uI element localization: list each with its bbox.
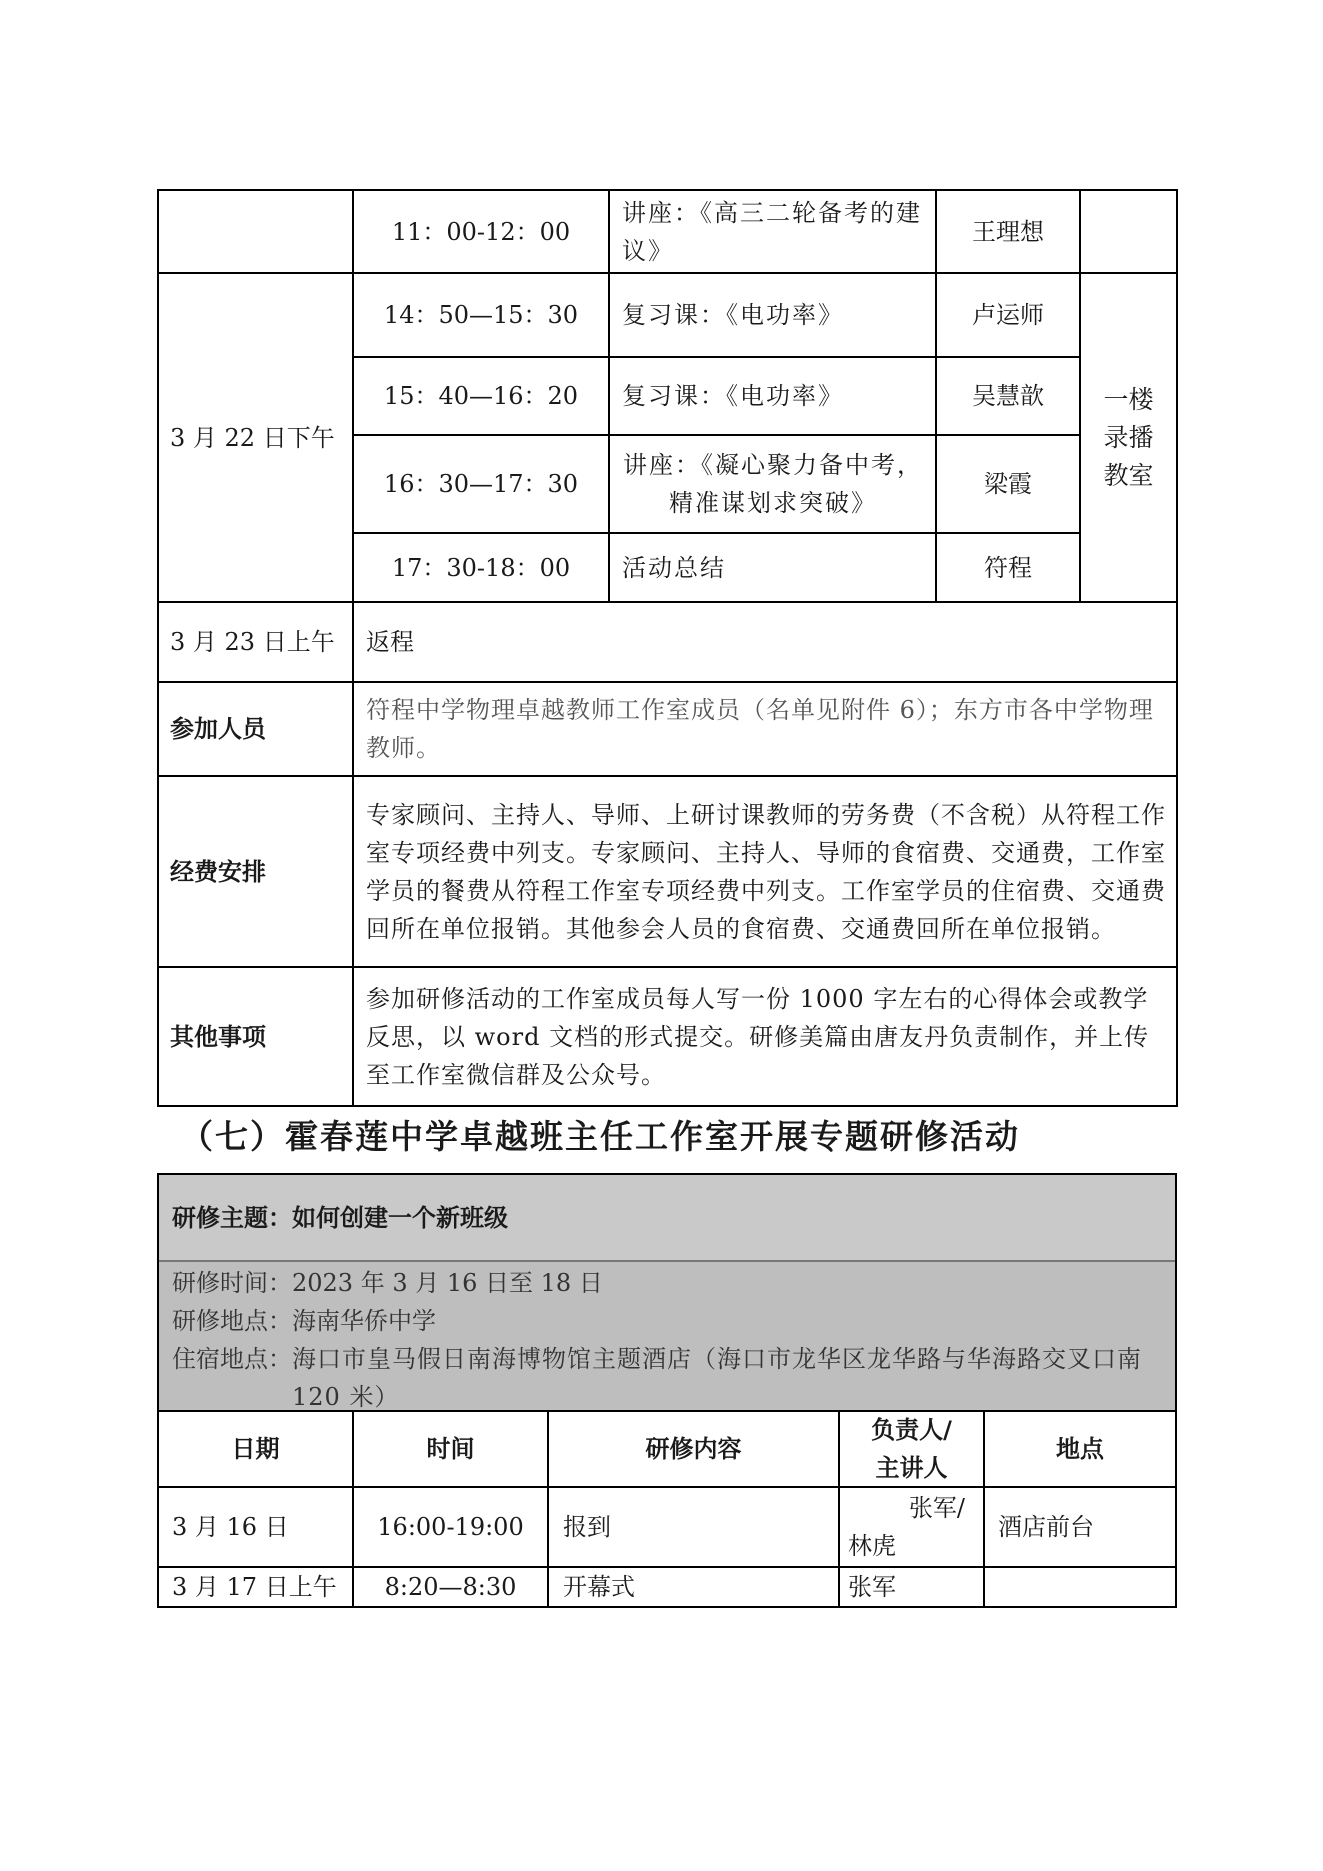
participants-text: 符程中学物理卓越教师工作室成员（名单见附件 6）；东方市各中学物理教师。	[366, 696, 1154, 762]
info-block	[172, 1264, 1172, 1416]
person-text: 吴慧歆	[972, 382, 1044, 410]
time-text: 14：50—15：30	[383, 301, 579, 329]
time-text: 11：00-12：00	[391, 217, 571, 246]
person-cell	[937, 191, 1079, 272]
theme-text: 研修主题：如何创建一个新班级	[172, 1203, 508, 1232]
other-text: 参加研修活动的工作室成员每人写一份 1000 字左右的心得体会或教学反思，以 word 文档的形式提交。研修美篇由唐友丹负责制作，并上传至工作室微信群及公众号。	[366, 984, 1150, 1089]
date-text: 3 月 23 日上午	[170, 628, 335, 656]
info-place: 研修地点：海南华侨中学	[172, 1307, 436, 1335]
header-person-line1: 负责人/	[871, 1416, 952, 1444]
funding-cell	[366, 777, 1168, 966]
header-time-text: 时间	[426, 1435, 475, 1463]
header-person-line2: 主讲人	[875, 1454, 948, 1482]
funding-text: 专家顾问、主持人、导师、上研讨课教师的劳务费（不含税）从符程工作室专项经费中列支。专家顾问、主持人、导师的食宿费、交通费，工作室学员的餐费从符程工作室专项经费中列支。工作室学员的住宿费、交通费回所在单位报销。其他参会人员的食宿费、交通费回所在单位报销。	[366, 800, 1166, 943]
time-cell	[354, 191, 608, 272]
location-line: 教室	[1103, 460, 1154, 490]
participants-label-text: 参加人员	[170, 715, 266, 743]
content-text: 复习课：《电功率》	[622, 301, 844, 329]
location-line: 一楼	[1103, 384, 1154, 414]
content-cell	[622, 274, 922, 356]
content-cell	[618, 436, 928, 532]
person-text: 符程	[984, 553, 1032, 582]
time-cell	[354, 358, 608, 434]
header-location	[985, 1412, 1175, 1486]
info-time: 研修时间：2023 年 3 月 16 日至 18 日	[172, 1269, 603, 1297]
row-content-text: 报到	[563, 1513, 611, 1541]
person-cell	[937, 274, 1079, 356]
location-line: 录播	[1103, 422, 1154, 452]
row-time	[354, 1488, 547, 1566]
person-text: 卢运师	[972, 301, 1044, 329]
person-cell	[937, 534, 1079, 601]
time-cell	[354, 274, 608, 356]
row-time	[354, 1568, 547, 1606]
row-content-text: 开幕式	[563, 1573, 635, 1601]
section-title: （七）霍春莲中学卓越班主任工作室开展专题研修活动	[180, 1117, 1020, 1156]
row-content	[563, 1568, 838, 1606]
lodging-text: 海口市皇马假日南海博物馆主题酒店（海口市龙华区龙华路与华海路交叉口南 120 米）	[292, 1345, 1142, 1411]
row-person-line1: 张军/	[908, 1494, 965, 1522]
date-cell	[170, 603, 352, 681]
row-content	[563, 1488, 838, 1566]
person-cell	[937, 358, 1079, 434]
header-date	[159, 1412, 352, 1486]
content-cell	[622, 534, 922, 601]
row-time-text: 16:00-19:00	[377, 1513, 524, 1541]
time-text: 17：30-18：00	[391, 553, 571, 582]
date-cell	[170, 274, 352, 601]
content-text-line2: 精准谋划求突破》	[669, 489, 877, 517]
content-text-line1: 讲座：《凝心聚力备中考，	[623, 451, 923, 479]
row-date-text: 3 月 17 日上午	[172, 1573, 337, 1601]
row-location	[998, 1488, 1175, 1566]
row-person	[848, 1488, 983, 1566]
lodging-label: 住宿地点：	[172, 1345, 292, 1373]
participants-label	[170, 683, 352, 775]
row-date-text: 3 月 16 日	[172, 1513, 289, 1541]
return-cell	[366, 603, 1166, 681]
location-cell	[1081, 274, 1176, 601]
row-person-line2: 林虎	[848, 1532, 896, 1560]
content-text: 讲座：《高三二轮备考的建议》	[622, 198, 922, 265]
header-date-text: 日期	[231, 1435, 280, 1463]
person-text: 王理想	[972, 217, 1044, 246]
header-person	[840, 1412, 983, 1486]
content-text: 复习课：《电功率》	[622, 382, 844, 410]
row-location	[998, 1568, 1175, 1606]
row-person	[848, 1568, 983, 1606]
time-text: 16：30—17：30	[383, 470, 579, 498]
row-person-text: 张军	[848, 1573, 896, 1601]
row-date	[172, 1568, 352, 1606]
content-cell	[622, 358, 922, 434]
row-time-text: 8:20—8:30	[384, 1573, 517, 1601]
time-text: 15：40—16：20	[383, 382, 579, 410]
row-location-text: 酒店前台	[998, 1513, 1094, 1541]
content-cell	[622, 191, 922, 272]
content-text: 活动总结	[622, 553, 726, 582]
other-label	[170, 968, 352, 1105]
header-location-text: 地点	[1056, 1435, 1104, 1463]
time-cell	[354, 534, 608, 601]
info-lodging	[172, 1340, 1172, 1416]
other-label-text: 其他事项	[170, 1022, 266, 1051]
other-cell	[366, 968, 1168, 1105]
person-text: 梁霞	[984, 470, 1032, 498]
row-date	[172, 1488, 352, 1566]
date-text: 3 月 22 日下午	[170, 423, 335, 452]
person-cell	[937, 436, 1079, 532]
header-content	[549, 1412, 838, 1486]
header-content-text: 研修内容	[645, 1435, 742, 1463]
funding-label	[170, 777, 352, 966]
return-text: 返程	[366, 628, 414, 656]
participants-cell	[366, 683, 1168, 775]
funding-label-text: 经费安排	[170, 857, 266, 886]
time-cell	[354, 436, 608, 532]
header-time	[354, 1412, 547, 1486]
